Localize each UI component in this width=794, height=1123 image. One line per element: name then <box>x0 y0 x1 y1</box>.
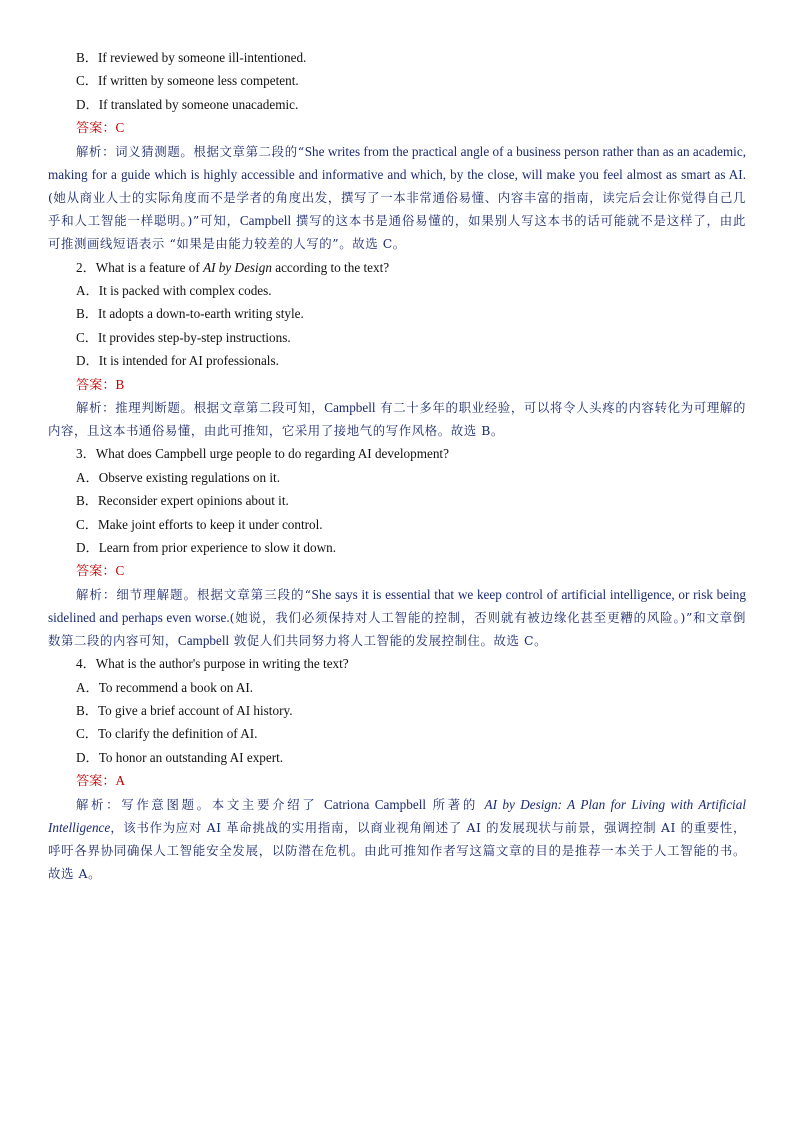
explanation-name: Catriona Campbell <box>323 796 427 812</box>
answer-2: 答案：B <box>76 376 125 392</box>
explanation-text: 有二十多年的职业经验，可以将令人头疼的内容转化为可理解的内容，且这本书通俗易懂，由此可推知，它采用了接地气的写作风格。故选 B。 <box>48 399 746 439</box>
option-3b: B．Reconsider expert opinions about it. <box>76 493 289 509</box>
option-3c: C．Make joint efforts to keep it under control. <box>76 516 323 532</box>
explanation-text: ，该书作为应对 AI 革命挑战的实用指南，以商业视角阐述了 AI 的发展现状与前景，强调控制 AI 的重要性，呼吁各界协同确保人工智能安全发展，以防潜在危机。由此可推知作者写这篇文章的目的是推荐一本关于人工智能的书。故选 A。 <box>48 819 746 882</box>
option-1b: B．If reviewed by someone ill-intentioned. <box>76 50 307 65</box>
explanation-label: 解析： <box>76 586 117 602</box>
explanation-quote: She writes from the practical angle of a business person rather than as an academic, making for a guide which is highly accessible and informative and which, by the close, will make you feel almost as smart as AI. <box>48 143 746 182</box>
option-4d: D．To honor an outstanding AI expert. <box>76 749 284 765</box>
explanation-1 <box>48 140 746 256</box>
option-4a: A．To recommend a book on AI. <box>76 679 254 695</box>
explanation-name: Campbell <box>177 633 230 649</box>
option-3d: D．Learn from prior experience to slow it down. <box>76 539 337 555</box>
question-text: 2．What is a feature of <box>76 259 204 275</box>
explanation-label: 解析： <box>76 399 116 415</box>
question-book-title: AI by Design <box>203 259 272 275</box>
option-2c: C．It provides step-by-step instructions. <box>76 329 291 345</box>
explanation-label: 解析： <box>76 796 122 812</box>
option-2d: D．It is intended for AI professionals. <box>76 353 279 369</box>
option-4b: B．To give a brief account of AI history. <box>76 703 293 719</box>
explanation-text: (她说，我们必须保持对人工智能的控制，否则就有被边缘化甚至更糟的风险。)”和文章倒数第二段的内容可知， <box>48 609 746 649</box>
question-2 <box>48 256 746 279</box>
answer-4: 答案：A <box>76 773 126 789</box>
explanation-quote: She says it is essential that we keep control of artificial intelligence, or risk being sidelined and perhaps even worse. <box>48 586 746 625</box>
explanation-text: 敦促人们共同努力将人工智能的发展控制住。故选 C。 <box>229 633 548 649</box>
option-2b: B．It adopts a down-to-earth writing style. <box>76 306 304 322</box>
option-4c: C．To clarify the definition of AI. <box>76 726 258 742</box>
explanation-4 <box>48 793 746 886</box>
question-3: 3．What does Campbell urge people to do regarding AI development? <box>76 446 449 462</box>
option-1c: C．If written by someone less competent. <box>76 73 299 89</box>
explanation-book-title: AI by Design: A Plan for Living with Artificial Intelligence <box>48 796 746 835</box>
explanation-text: (她从商业人士的实际角度而不是学者的角度出发，撰写了一本非常通俗易懂、内容丰富的指南，读完后会让你觉得自己几乎和人工智能一样聪明。)”可知， <box>48 189 746 229</box>
option-2a: A．It is packed with complex codes. <box>76 282 272 298</box>
explanation-text: 细节理解题。根据文章第三段的“ <box>116 586 312 602</box>
explanation-name: Campbell <box>324 399 376 415</box>
explanation-text: 写作意图题。本文主要介绍了 <box>121 796 324 812</box>
explanation-text: 词义猜测题。根据文章第二段的“ <box>115 143 305 159</box>
explanation-label: 解析： <box>76 143 116 159</box>
explanation-text: 推理判断题。根据文章第二段可知， <box>115 399 325 415</box>
explanation-2 <box>48 396 746 442</box>
question-text: according to the text? <box>271 259 390 275</box>
explanation-text: 撰写的这本书是通俗易懂的，如果别人写这本书的话可能就不是这样了，由此可推测画线短语表示 “如果是由能力较差的人写的”。故选 C。 <box>48 213 746 252</box>
explanation-text: 所著的 <box>426 796 485 812</box>
explanation-name: Campbell <box>239 213 292 229</box>
explanation-3 <box>48 583 746 653</box>
option-3a: A．Observe existing regulations on it. <box>76 469 281 485</box>
question-4: 4．What is the author's purpose in writing the text? <box>76 656 349 672</box>
answer-3: 答案：C <box>76 563 125 579</box>
option-1d: D．If translated by someone unacademic. <box>76 96 299 112</box>
answer-1: 答案：C <box>76 120 125 136</box>
